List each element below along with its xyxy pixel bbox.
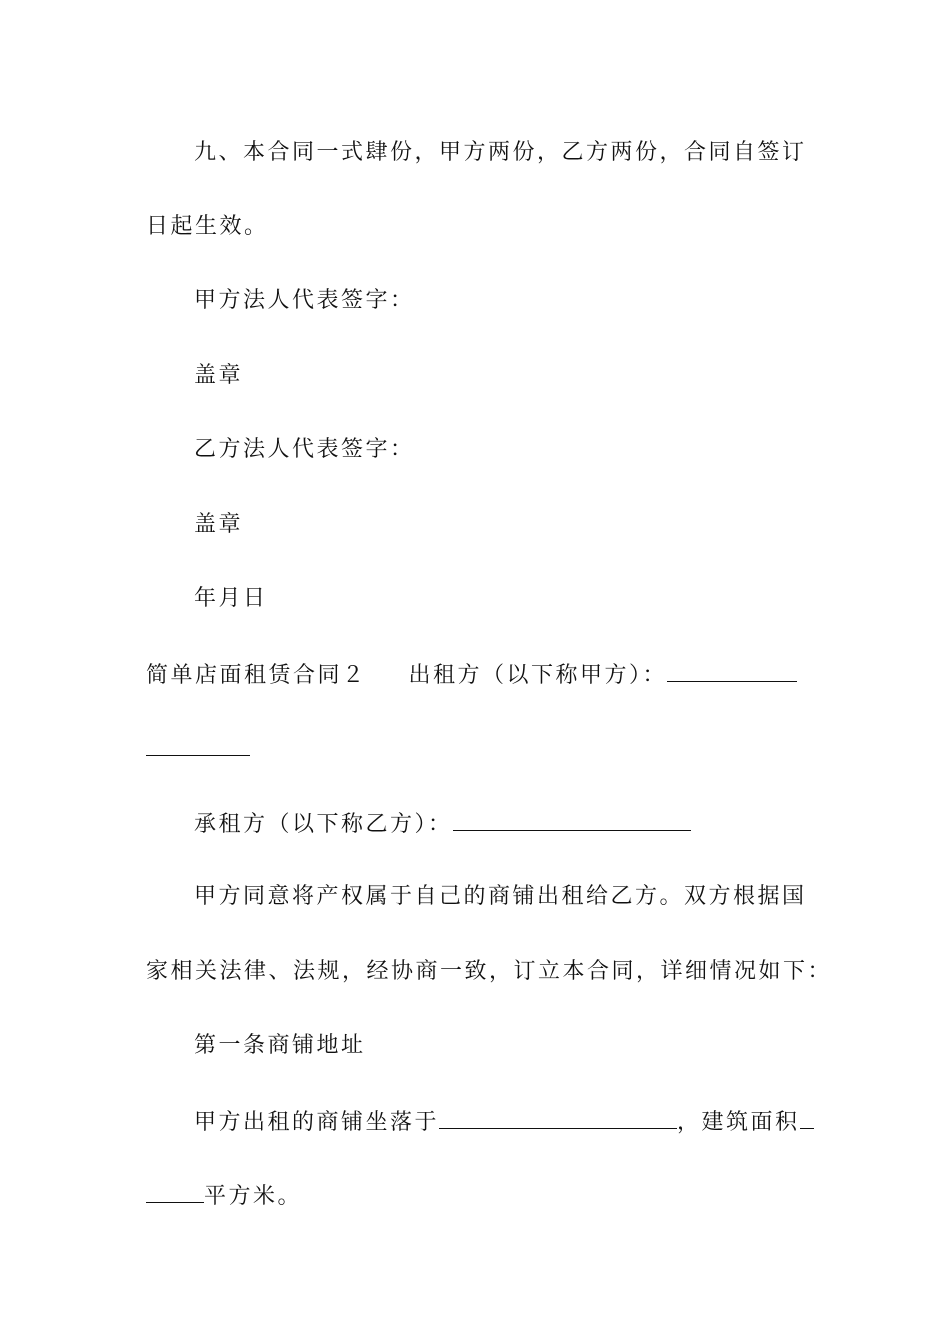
party-a-signature-label: 甲方法人代表签字： — [194, 288, 415, 313]
lessor-blank — [667, 659, 797, 682]
party-a-seal-label: 盖章 — [194, 363, 244, 388]
lessee-blank — [453, 808, 691, 831]
intro-line-1: 甲方同意将产权属于自己的商铺出租给乙方。双方根据国 — [194, 884, 807, 909]
party-b-signature-label: 乙方法人代表签字： — [194, 437, 415, 462]
clause-9-line-1: 九、本合同一式肆份，甲方两份，乙方两份，合同自签订 — [194, 140, 807, 165]
lessor-label: 出租方（以下称甲方）： — [408, 663, 668, 688]
article-1-text-b: ，建筑面积 — [677, 1110, 800, 1135]
contract-2-title: 简单店面租赁合同２ — [146, 663, 367, 688]
lessee-line — [194, 808, 854, 840]
clause-9-line-2: 日起生效。 — [146, 214, 269, 239]
address-blank — [439, 1106, 677, 1129]
article-1-line-1 — [194, 1106, 854, 1138]
party-b-seal-label: 盖章 — [194, 512, 244, 537]
date-line: 年月日 — [194, 586, 268, 611]
lessor-blank-continuation — [146, 733, 806, 765]
article-1-text-c: 平方米。 — [204, 1184, 303, 1209]
contract-2-heading-line — [146, 659, 806, 691]
lessor-blank-line-2 — [146, 733, 250, 756]
intro-line-2: 家相关法律、法规，经协商一致，订立本合同，详细情况如下： — [146, 959, 833, 984]
lessee-label: 承租方（以下称乙方）： — [194, 812, 453, 837]
article-1-text-a: 甲方出租的商铺坐落于 — [194, 1110, 440, 1135]
area-blank — [800, 1106, 814, 1129]
article-1-line-2 — [146, 1180, 806, 1212]
article-1-title: 第一条商铺地址 — [194, 1033, 366, 1058]
area-blank-line-2 — [146, 1180, 204, 1203]
